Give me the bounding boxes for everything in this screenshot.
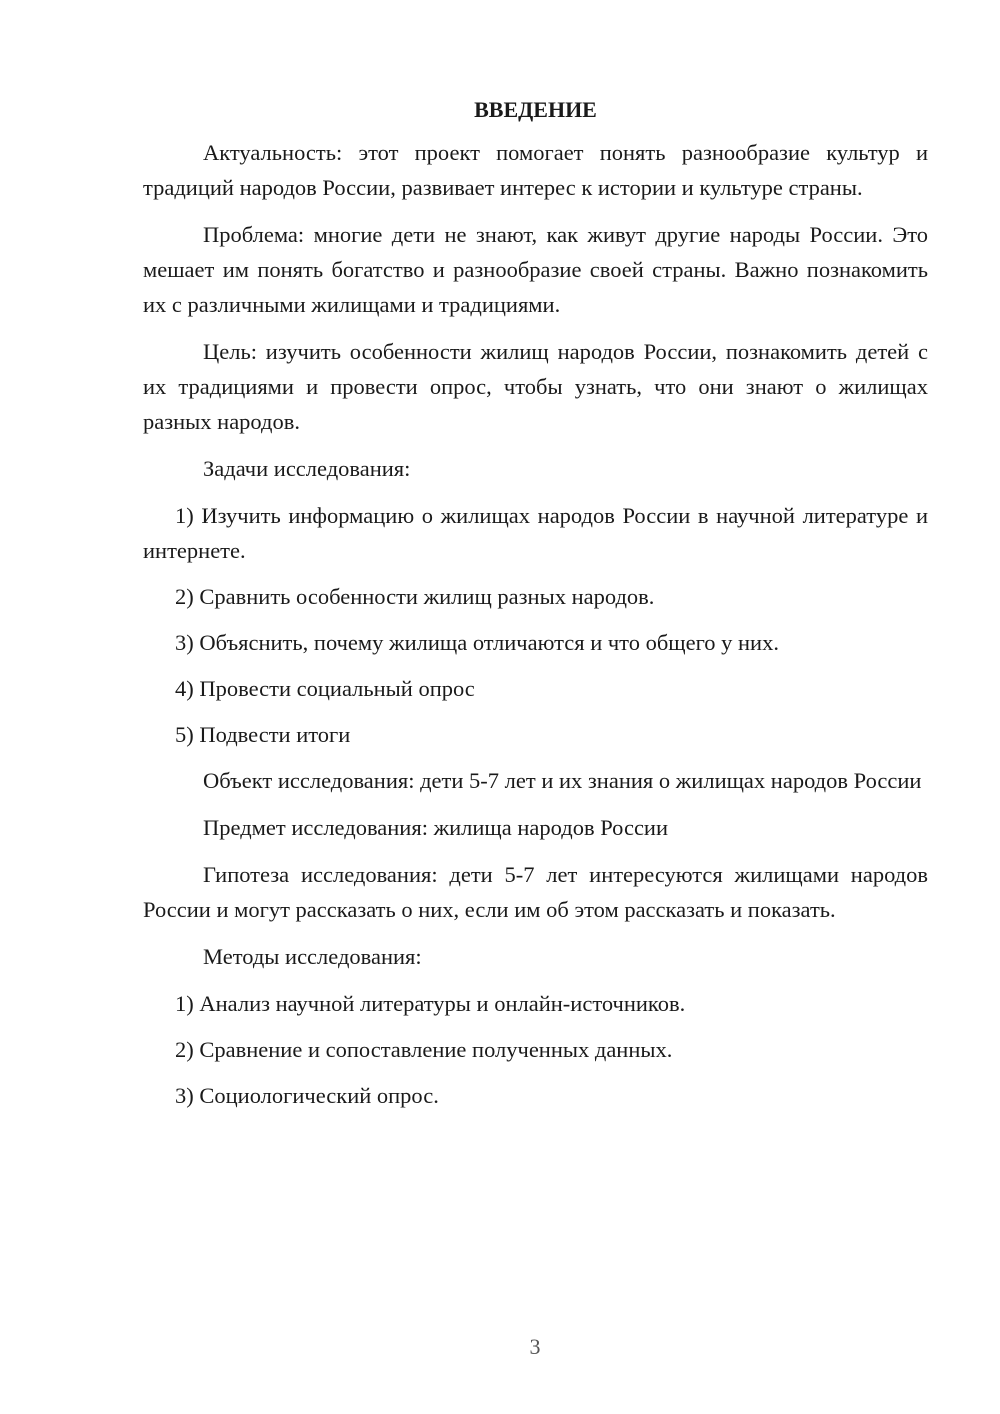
task-item: 1) Изучить информацию о жилищах народов России в научной литературе и интернете. bbox=[143, 503, 928, 563]
method-item: 2) Сравнение и сопоставление полученных данных. bbox=[175, 1037, 673, 1062]
method-item: 1) Анализ научной литературы и онлайн-источников. bbox=[175, 991, 686, 1016]
problem-paragraph: Проблема: многие дети не знают, как живут другие народы России. Это мешает им понять богатство и разнообразие своей страны. Важно познакомить их с различными жилищами и традициями. bbox=[143, 222, 928, 317]
methods-list bbox=[143, 986, 928, 1113]
task-item: 4) Провести социальный опрос bbox=[175, 676, 475, 701]
methods-heading: Методы исследования: bbox=[203, 944, 422, 969]
section-title: ВВЕДЕНИЕ bbox=[474, 97, 597, 122]
method-item: 3) Социологический опрос. bbox=[175, 1083, 439, 1108]
document-page bbox=[143, 96, 928, 1124]
tasks-list bbox=[143, 498, 928, 752]
hypothesis-paragraph: Гипотеза исследования: дети 5-7 лет интересуются жилищами народов России и могут рассказать о них, если им об этом рассказать и показать. bbox=[143, 862, 928, 922]
relevance-paragraph: Актуальность: этот проект помогает понять разнообразие культур и традиций народов России, развивает интерес к истории и культуре страны. bbox=[143, 140, 928, 200]
subject-paragraph: Предмет исследования: жилища народов России bbox=[203, 815, 669, 840]
task-item: 3) Объяснить, почему жилища отличаются и что общего у них. bbox=[175, 630, 779, 655]
goal-paragraph: Цель: изучить особенности жилищ народов России, познакомить детей с их традициями и провести опрос, чтобы узнать, что они знают о жилищах разных народов. bbox=[143, 339, 928, 434]
task-item: 5) Подвести итоги bbox=[175, 722, 351, 747]
task-item: 2) Сравнить особенности жилищ разных народов. bbox=[175, 584, 655, 609]
page-number: 3 bbox=[529, 1334, 541, 1359]
tasks-heading: Задачи исследования: bbox=[203, 456, 411, 481]
object-paragraph: Объект исследования: дети 5-7 лет и их знания о жилищах народов России bbox=[203, 768, 922, 793]
